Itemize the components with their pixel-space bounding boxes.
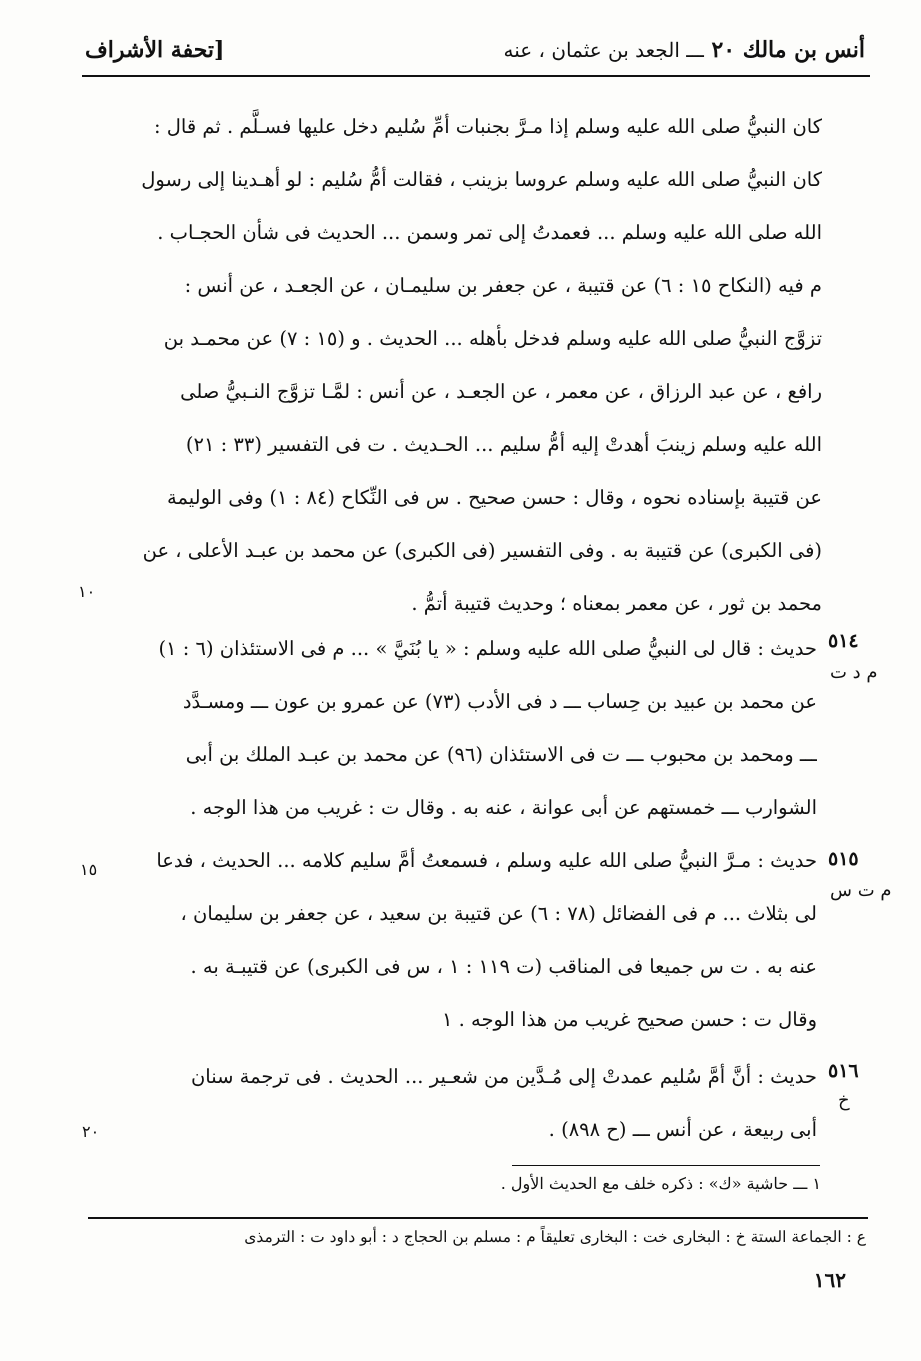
text-line: كان النبيُّ صلى الله عليه وسلم إذا مـرَّ بجنبات أمِّ سُليم دخل عليها فسـلَّم . ثم قال : xyxy=(154,115,822,138)
header-title: أنس بن مالك ٢٠ xyxy=(711,37,865,63)
footnote-rule xyxy=(512,1165,820,1166)
text-line: الله عليه وسلم زينبَ أهدتْ إليه أمُّ سليم ... الحـديث . ت فى التفسير (٣٣ : ٢١) xyxy=(185,433,822,456)
text-line: عنه به . ت س جميعا فى المناقب (ت ١١٩ : ١ ، س فى الكبرى) عن قتيبـة به . xyxy=(190,955,817,978)
text-line: حديث : قال لى النبيُّ صلى الله عليه وسلم : « يا بُنَيَّ » ... م فى الاستئذان (٦ : ١) xyxy=(158,637,817,660)
text-line: تزوَّج النبيُّ صلى الله عليه وسلم فدخل بأهله ... الحديث . و (١٥ : ٧) عن محمـد بن xyxy=(163,327,822,350)
line-marker-20: ٢٠ xyxy=(82,1122,100,1141)
hadith-516 xyxy=(105,1050,817,1156)
legend-rule xyxy=(88,1217,868,1219)
running-header xyxy=(85,28,865,72)
line-marker-15: ١٥ xyxy=(80,860,98,879)
text-line: (فى الكبرى) عن قتيبة به . وفى التفسير (فى الكبرى) عن محمد بن عبـد الأعلى ، عن xyxy=(142,539,822,562)
paragraph-intro xyxy=(105,100,822,630)
line-marker-10: ١٠ xyxy=(78,582,96,601)
hadith-sigla-514: م د ت xyxy=(830,662,878,683)
text-line: الشوارب ـــ خمستهم عن أبى عوانة ، عنه به . وقال ت : غريب من هذا الوجه . xyxy=(190,796,817,819)
text-line: ـــ ومحمد بن محبوب ـــ ت فى الاستئذان (٩٦) عن محمد بن عبـد الملك بن أبى xyxy=(185,743,817,766)
text-line: وقال ت : حسن صحيح غريب من هذا الوجه . ١ xyxy=(441,1008,817,1031)
text-line: محمد بن ثور ، عن معمر بمعناه ؛ وحديث قتيبة أتمُّ . xyxy=(411,592,822,615)
hadith-number-515: ٥١٥ xyxy=(828,848,859,870)
text-line: عن قتيبة بإسناده نحوه ، وقال : حسن صحيح . س فى النِّكاح (٨٤ : ١) وفى الوليمة xyxy=(167,486,822,509)
header-rule xyxy=(82,75,870,77)
text-line: أبى ربيعة ، عن أنس ـــ (ح ٨٩٨) . xyxy=(548,1118,817,1141)
hadith-515 xyxy=(105,834,817,1046)
text-line: رافع ، عن عبد الرزاق ، عن معمر ، عن الجعـد ، عن أنس : لمَّـا تزوَّج النـبيُّ صلى xyxy=(180,380,822,403)
footnote: ١ ـــ حاشية «ك» : ذكره خلف مع الحديث الأول . xyxy=(500,1174,821,1193)
hadith-number-516: ٥١٦ xyxy=(828,1060,859,1082)
text-line: حديث : مـرَّ النبيُّ صلى الله عليه وسلم ، فسمعتُ أمَّ سليم كلامه ... الحديث ، فدعا xyxy=(156,849,817,872)
header-book-title: [تحفة الأشراف xyxy=(85,37,225,63)
text-line: حديث : أنَّ أمَّ سُليم عمدتْ إلى مُـدَّين من شعـير ... الحديث . فى ترجمة سنان xyxy=(190,1065,817,1088)
text-line: م فيه (النكاح ١٥ : ٦) عن قتيبة ، عن جعفر بن سليمـان ، عن الجعـد ، عن أنس : xyxy=(184,274,822,297)
header-subtitle: ـــ الجعد بن عثمان ، عنه xyxy=(503,38,704,62)
hadith-514 xyxy=(105,622,817,834)
page-number: ١٦٢ xyxy=(813,1268,846,1292)
text-line: عن محمد بن عبيد بن حِساب ـــ د فى الأدب (٧٣) عن عمرو بن عون ـــ ومسـدَّد xyxy=(182,690,817,713)
text-line: لى بثلاث ... م فى الفضائل (٧٨ : ٦) عن قتيبة بن سعيد ، عن جعفر بن سليمان ، xyxy=(180,902,817,925)
text-line: الله صلى الله عليه وسلم ... فعمدتُ إلى تمر وسمن ... الحديث فى شأن الحجـاب . xyxy=(157,221,822,244)
hadith-number-514: ٥١٤ xyxy=(828,630,859,652)
header-right xyxy=(503,37,865,63)
sigla-legend: ع : الجماعة الستة خ : البخارى خت : البخارى تعليقاً م : مسلم بن الحجاج د : أبو داود ت : الترمذى xyxy=(244,1228,866,1246)
text-line: كان النبيُّ صلى الله عليه وسلم عروسا بزينب ، فقالت أمُّ سُليم : لو أهـدينا إلى رسول xyxy=(141,168,822,191)
hadith-sigla-515: م ت س xyxy=(830,880,892,901)
hadith-sigla-516: خ xyxy=(838,1090,850,1111)
